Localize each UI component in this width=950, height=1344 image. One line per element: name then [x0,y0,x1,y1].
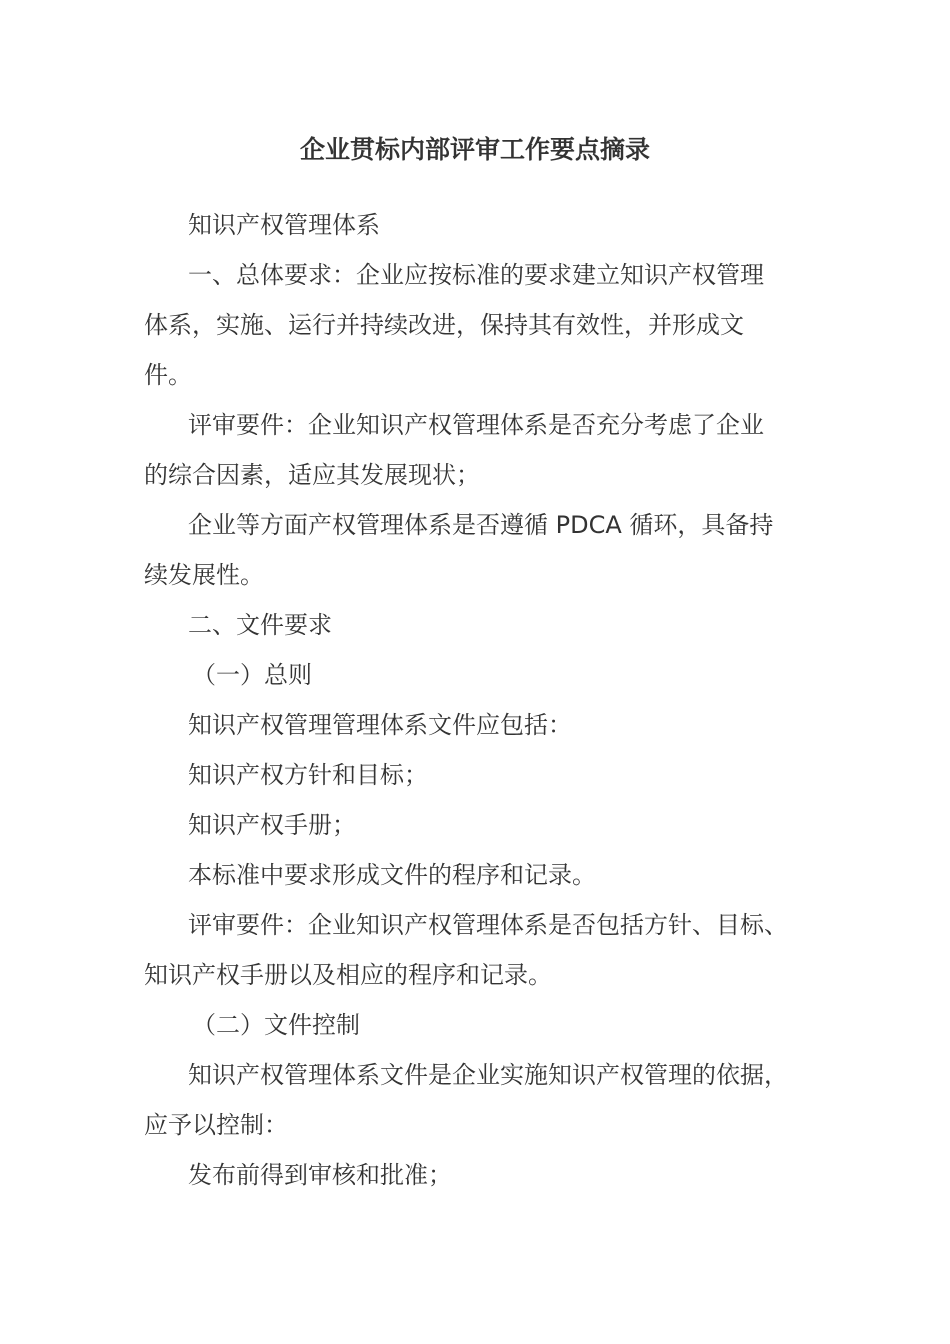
paragraph-document-requirements [144,600,824,650]
paragraph-general-principles [144,650,824,700]
paragraph-procedures-records [144,850,824,900]
text-line: （一）总则 [192,661,312,689]
paragraph-approval [144,1150,824,1200]
text-line: 知识产权方针和目标； [188,761,428,789]
document-body [144,200,824,1200]
text-line: 知识产权手册； [188,811,356,839]
text-line: 知识产权管理体系文件是企业实施知识产权管理的依据， [188,1061,788,1089]
text-line: 企业等方面产权管理体系是否遵循 PDCA 循环，具备持 [188,511,774,539]
paragraph-documents-include [144,700,824,750]
text-line: 知识产权管理体系 [188,211,380,239]
text-line: 件。 [144,361,192,389]
text-line: 一、总体要求：企业应按标准的要求建立知识产权管理 [188,261,764,289]
text-line: 发布前得到审核和批准； [188,1161,452,1189]
text-line: 的综合因素，适应其发展现状； [144,461,480,489]
paragraph-review-criteria-2 [144,900,824,1000]
paragraph-policy-objectives [144,750,824,800]
paragraph-pdca [144,500,824,600]
paragraph-document-control [144,1000,824,1050]
text-line: 评审要件：企业知识产权管理体系是否充分考虑了企业 [188,411,764,439]
text-line: 应予以控制： [144,1111,288,1139]
text-line: 二、文件要求 [188,611,332,639]
text-line: 本标准中要求形成文件的程序和记录。 [188,861,596,889]
paragraph-heading-system [144,200,824,250]
text-line: 评审要件：企业知识产权管理体系是否包括方针、目标、 [188,911,788,939]
document-title: 企业贯标内部评审工作要点摘录 [299,135,650,164]
text-line: 知识产权管理管理体系文件应包括： [188,711,572,739]
paragraph-control-basis [144,1050,824,1150]
paragraph-review-criteria-1 [144,400,824,500]
text-line: 知识产权手册以及相应的程序和记录。 [144,961,552,989]
text-line: 体系，实施、运行并持续改进，保持其有效性，并形成文 [144,311,744,339]
text-line: （二）文件控制 [192,1011,360,1039]
paragraph-general-requirements [144,250,824,400]
text-line: 续发展性。 [144,561,264,589]
paragraph-manual [144,800,824,850]
